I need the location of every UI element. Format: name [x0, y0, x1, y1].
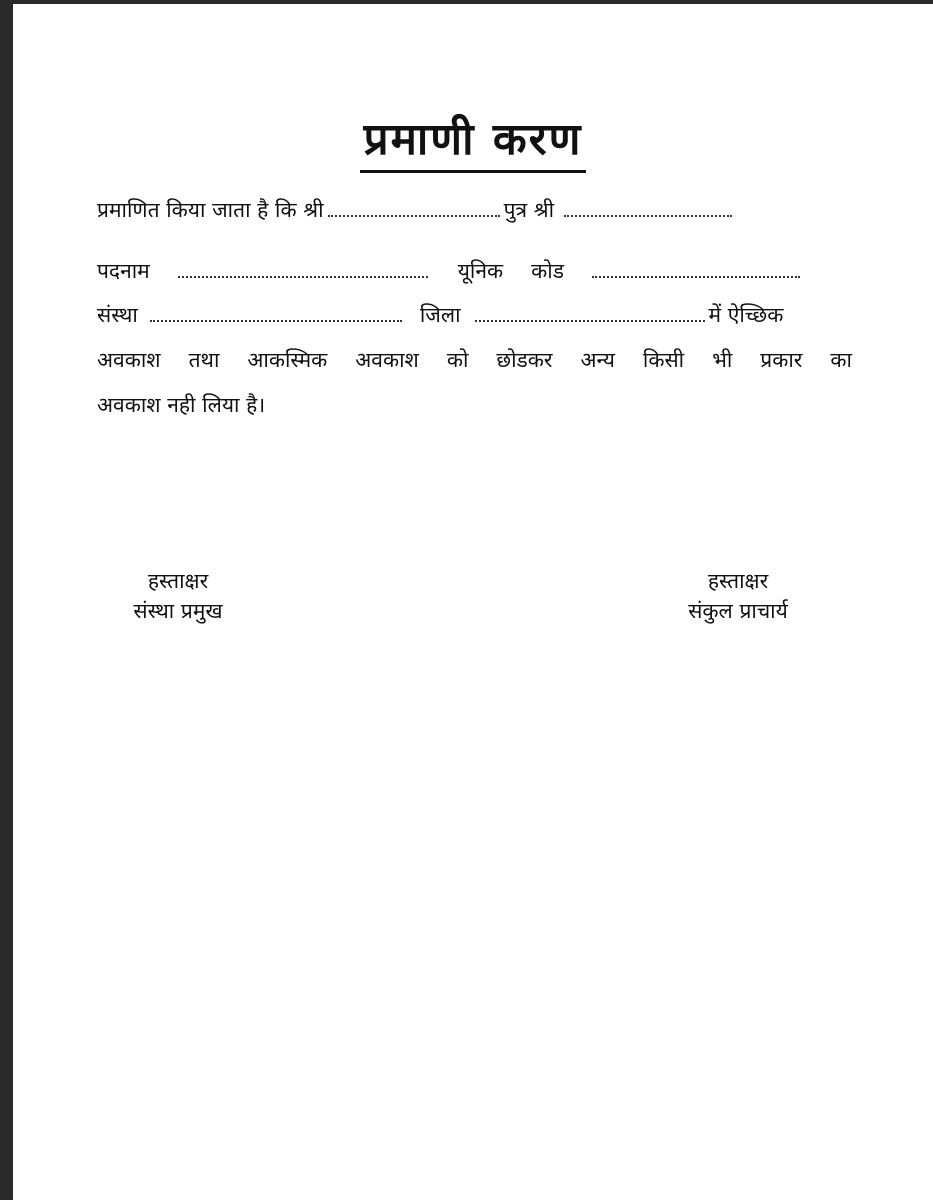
district-label: जिला [419, 303, 461, 327]
name-blank [328, 195, 500, 217]
closing-text: अवकाश नही लिया है। [97, 393, 266, 417]
institution-blank [150, 300, 402, 322]
certificate-line-2 [97, 256, 852, 286]
word: छोडकर [496, 348, 553, 372]
district-blank [475, 300, 705, 322]
certificate-line-4 [97, 345, 852, 375]
unique-code-blank [592, 256, 800, 278]
word: अवकाश [355, 348, 419, 372]
document-title-wrap [13, 112, 933, 173]
signature-label: हस्ताक्षर [707, 569, 769, 593]
designation-blank [178, 256, 428, 278]
cluster-principal-label: संकुल प्राचार्य [688, 599, 788, 623]
word: किसी [642, 348, 685, 372]
optional-leave-text: में ऐच्छिक [708, 303, 784, 327]
word: अन्य [580, 348, 615, 372]
document-page [13, 4, 933, 1200]
father-name-blank [564, 195, 732, 217]
signature-label: हस्ताक्षर [147, 569, 209, 593]
signature-right [643, 566, 833, 626]
certificate-line-1 [97, 195, 852, 225]
son-of-label: पुत्र श्री [503, 198, 555, 222]
word: भी [712, 348, 733, 372]
code-label: कोड [531, 259, 564, 283]
word: तथा [188, 348, 220, 372]
word: आकस्मिक [247, 348, 328, 372]
institution-label: संस्था [97, 303, 138, 327]
certify-text: प्रमाणित किया जाता है कि श्री [97, 198, 324, 222]
signature-left [93, 566, 263, 626]
document-title: प्रमाणी करण [360, 112, 587, 173]
unique-label: यूनिक [457, 259, 504, 283]
word: प्रकार [760, 348, 803, 372]
designation-label: पदनाम [97, 259, 150, 283]
word: को [446, 348, 469, 372]
certificate-line-3 [97, 300, 852, 330]
word: अवकाश [97, 348, 161, 372]
certificate-line-5 [97, 390, 852, 420]
word: का [830, 348, 852, 372]
institution-head-label: संस्था प्रमुख [133, 599, 223, 623]
